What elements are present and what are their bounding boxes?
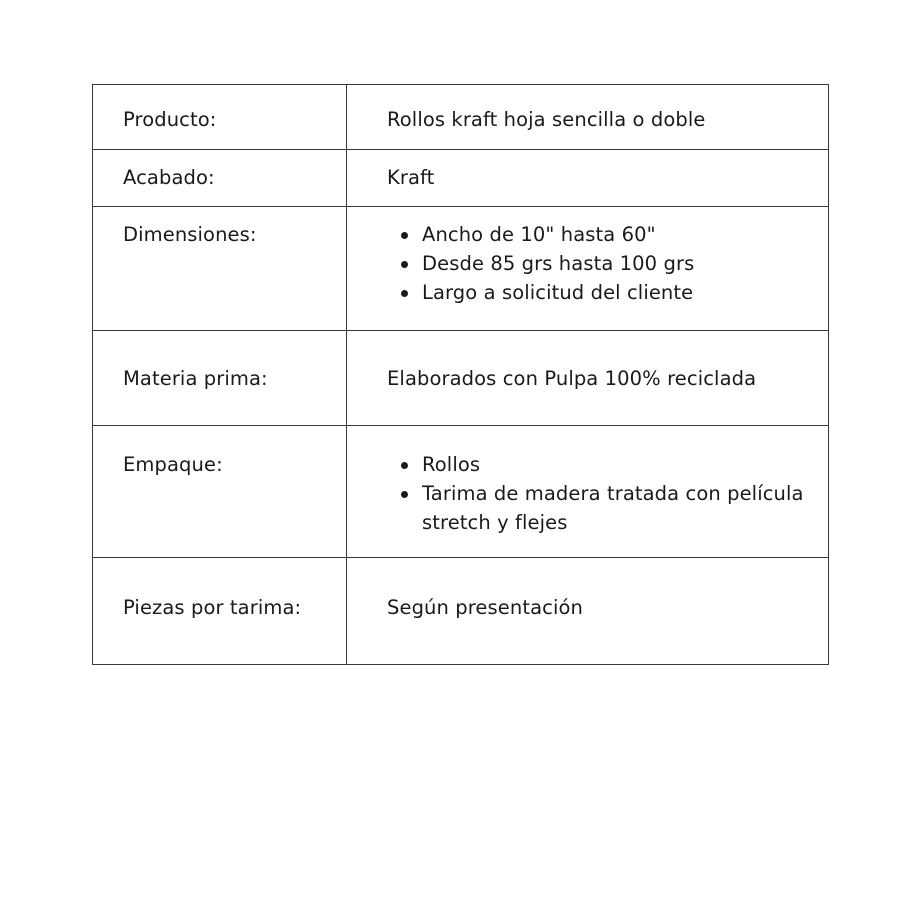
product-spec-table: [92, 84, 829, 665]
spec-row-empaque: [93, 426, 829, 558]
spec-label-piezas-por-tarima: Piezas por tarima:: [123, 596, 302, 619]
spec-label-dimensiones: Dimensiones:: [123, 223, 257, 246]
dimensiones-list: [387, 220, 828, 307]
spec-label-materia-prima: Materia prima:: [123, 367, 268, 390]
spec-row-producto: [93, 85, 829, 150]
spec-row-acabado: [93, 150, 829, 207]
spec-value-piezas-por-tarima: Según presentación: [387, 596, 583, 619]
spec-label-producto: Producto:: [123, 108, 217, 131]
empaque-item-rollos: Rollos: [387, 450, 828, 479]
spec-row-piezas-por-tarima: [93, 558, 829, 665]
spec-label-acabado: Acabado:: [123, 166, 215, 189]
empaque-item-tarima: Tarima de madera tratada con película stretch y flejes: [387, 479, 828, 537]
spec-row-materia-prima: [93, 331, 829, 426]
dimensiones-item-ancho: Ancho de 10" hasta 60": [387, 220, 828, 249]
spec-label-empaque: Empaque:: [123, 453, 223, 476]
dimensiones-item-gramaje: Desde 85 grs hasta 100 grs: [387, 249, 828, 278]
empaque-list: [387, 450, 828, 537]
spec-value-acabado: Kraft: [387, 166, 435, 189]
dimensiones-item-largo: Largo a solicitud del cliente: [387, 278, 828, 307]
spec-row-dimensiones: [93, 207, 829, 331]
spec-value-producto: Rollos kraft hoja sencilla o doble: [387, 108, 706, 131]
spec-value-materia-prima: Elaborados con Pulpa 100% reciclada: [387, 367, 757, 390]
